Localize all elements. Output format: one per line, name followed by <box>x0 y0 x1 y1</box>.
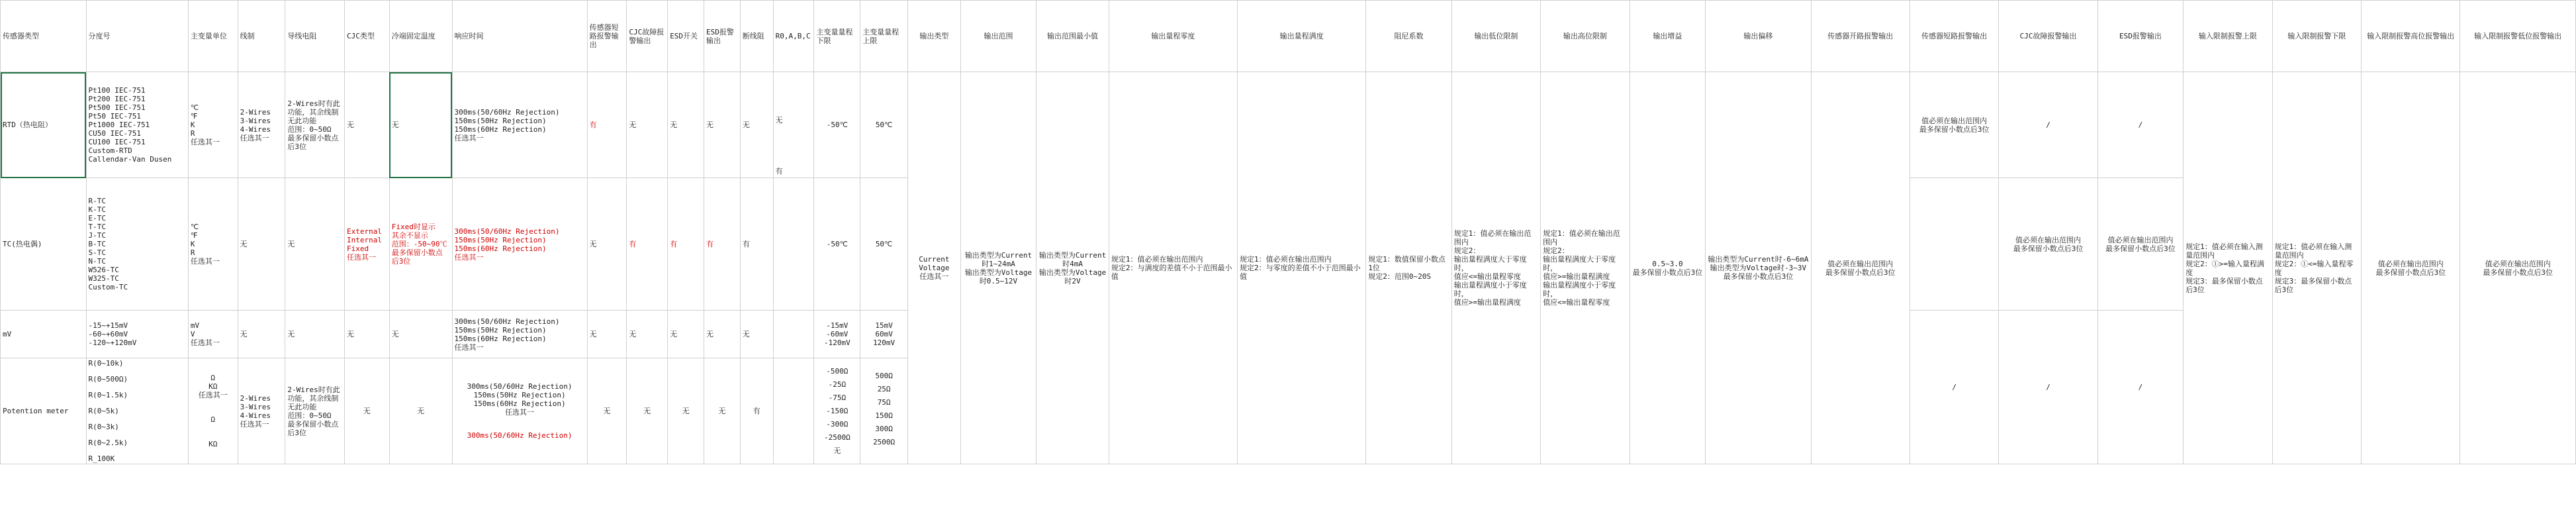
range-low: 无 <box>833 446 841 455</box>
header-cell[interactable]: CJC类型 <box>345 1 390 72</box>
pot-low-cell[interactable] <box>814 358 860 464</box>
mv-short-cell[interactable]: 无 <box>587 311 627 358</box>
out-full-cell[interactable]: 规定1：值必须在输出范围内 规定2：与零度的差值不小于范围最小值 <box>1238 72 1366 464</box>
sensor-item: R(0~10k) <box>88 359 124 368</box>
tc-break-cell[interactable]: 有 <box>740 178 773 311</box>
sensor-item: R_100K <box>88 454 115 463</box>
range-low: -75Ω <box>828 393 847 402</box>
header-cell[interactable]: 输入限制报警下限 <box>2272 1 2361 72</box>
pot-r0-cell[interactable] <box>773 358 814 464</box>
pot-esdalarm-cell[interactable]: 无 <box>704 358 741 464</box>
mv-sensor-list[interactable] <box>86 311 188 358</box>
mv-wire-cell[interactable]: 无 <box>238 311 285 358</box>
pot-cjcfault-cell[interactable]: 无 <box>627 358 668 464</box>
header-cell[interactable]: 输入限制报警高位报警输出 <box>2362 1 2460 72</box>
cjc-alarm-cell[interactable]: 值必须在输出范围内 最多保留小数点后3位 <box>1999 178 2097 311</box>
sensor-item: CU50 IEC-751 <box>88 129 141 138</box>
rtd-cjcfault-cell[interactable]: 无 <box>627 72 668 178</box>
limit-up-cell[interactable]: 规定1：值必须在输入测量范围内 规定2：①>=输入量程满度 规定3：最多保留小数点后3位 <box>2184 72 2272 464</box>
header-cell[interactable]: ESD报警输出 <box>704 1 741 72</box>
mv-response-cell[interactable]: 300ms(50/60Hz Rejection) 150ms(50Hz Rejection) 150ms(60Hz Rejection) 任选其一 <box>452 311 587 358</box>
rtd-r0-cell[interactable] <box>773 72 814 178</box>
sensor-item: Pt50 IEC-751 <box>88 112 141 121</box>
header-cell[interactable]: CJC故障报警输出 <box>1999 1 2097 72</box>
header-cell[interactable]: 分度号 <box>86 1 188 72</box>
tc-sensor-list[interactable] <box>86 178 188 311</box>
header-cell[interactable]: 阻尼系数 <box>1366 1 1452 72</box>
cjc-alarm-cell[interactable]: / <box>1999 311 2097 464</box>
range-high: 2500Ω <box>873 437 896 446</box>
tc-high-cell[interactable]: 50℃ <box>860 178 908 311</box>
header-cell[interactable]: 主变量量程上限 <box>860 1 908 72</box>
rtd-unit-cell[interactable]: ℃ ℉ K R 任选其一 <box>188 72 238 178</box>
range-low: -120mV <box>823 338 851 347</box>
offset-cell[interactable]: 输出类型为Current时-6~6mA 输出类型为Voltage时-3~3V 最多保留小数点后3位 <box>1706 72 1811 464</box>
tc-wire-cell[interactable]: 无 <box>238 178 285 311</box>
header-cell[interactable]: 导线电阻 <box>285 1 345 72</box>
range-low: -150Ω <box>826 407 849 415</box>
sensor-item: CU100 IEC-751 <box>88 138 146 146</box>
pot-response-cell[interactable] <box>452 358 587 464</box>
sensor-item: R(0~1.5k) <box>88 391 128 399</box>
out-type-cell[interactable]: Current Voltage 任选其一 <box>908 72 961 464</box>
sensor-item: W325-TC <box>88 274 119 283</box>
sensor-item: R(0~2.5k) <box>88 438 128 447</box>
rtd-response-cell[interactable]: 300ms(50/60Hz Rejection) 150ms(50Hz Rejection) 150ms(60Hz Rejection) 任选其一 <box>452 72 587 178</box>
header-cell[interactable]: 输入限制报警低位报警输出 <box>2460 1 2576 72</box>
tc-unit-cell[interactable]: ℃ ℉ K R 任选其一 <box>188 178 238 311</box>
mv-type-cell[interactable]: mV <box>1 311 87 358</box>
rtd-wire-cell[interactable]: 2-Wires 3-Wires 4-Wires 任选其一 <box>238 72 285 178</box>
header-cell[interactable]: 冷端固定温度 <box>389 1 452 72</box>
mv-esdalarm-cell[interactable]: 无 <box>704 311 741 358</box>
sensor-item: Pt200 IEC-751 <box>88 95 146 103</box>
sensor-item: Callendar-Van Dusen <box>88 155 172 164</box>
rtd-low-cell[interactable]: -50℃ <box>814 72 860 178</box>
range-high: 25Ω <box>877 384 891 393</box>
range-low: -2500Ω <box>823 433 851 442</box>
rtd-row <box>1 72 2576 178</box>
range-low: -300Ω <box>826 420 849 429</box>
header-cell[interactable]: 输出偏移 <box>1706 1 1811 72</box>
pot-short-cell[interactable]: 无 <box>587 358 627 464</box>
mv-esd-cell[interactable]: 无 <box>668 311 704 358</box>
sensor-item: K-TC <box>88 205 107 214</box>
header-cell[interactable]: 传感器类型 <box>1 1 87 72</box>
pot-cold-cell[interactable]: 无 <box>389 358 452 464</box>
mv-low-cell[interactable] <box>814 311 860 358</box>
range-low: -15mV <box>826 321 849 330</box>
range-high: 150Ω <box>875 411 893 420</box>
header-cell[interactable]: 输入限制报警上限 <box>2184 1 2272 72</box>
tc-type-cell[interactable]: TC(热电偶) <box>1 178 87 311</box>
sensor-item: J-TC <box>88 231 107 240</box>
range-high: 300Ω <box>875 424 893 433</box>
header-cell[interactable]: 输出量程满度 <box>1238 1 1366 72</box>
header-cell[interactable]: 输出增益 <box>1630 1 1706 72</box>
header-cell[interactable]: 主变量量程下限 <box>814 1 860 72</box>
tc-short-cell[interactable]: 无 <box>587 178 627 311</box>
tc-cjc-cell[interactable]: External Internal Fixed 任选其一 <box>345 178 390 311</box>
header-cell[interactable]: 传感器开路报警输出 <box>1811 1 1909 72</box>
pot-break-cell[interactable]: 有 <box>740 358 773 464</box>
tc-resistance-cell[interactable]: 无 <box>285 178 345 311</box>
pot-cjc-cell[interactable]: 无 <box>345 358 390 464</box>
short-alarm-cell[interactable] <box>1909 178 1998 311</box>
unit-value: KΩ <box>208 440 218 448</box>
header-cell[interactable]: 响应时间 <box>452 1 587 72</box>
cjc-alarm-cell[interactable]: / <box>1999 72 2097 178</box>
response-value: 300ms(50/60Hz Rejection) 150ms(50Hz Rejection) 150ms(60Hz Rejection) 任选其一 <box>467 382 573 417</box>
r0-value: 有 <box>775 167 783 176</box>
sensor-item: -120~+120mV <box>88 338 137 347</box>
tc-cjcfault-cell[interactable]: 有 <box>627 178 668 311</box>
header-cell[interactable]: R0,A,B,C <box>773 1 814 72</box>
out-range-cell[interactable]: 输出类型为Current时1~24mA 输出类型为Voltage时0.5~12V <box>960 72 1036 464</box>
header-cell[interactable]: CJC故障报警输出 <box>627 1 668 72</box>
pot-sensor-list[interactable] <box>86 358 188 464</box>
sensor-item: Pt100 IEC-751 <box>88 86 146 95</box>
tc-esdalarm-cell[interactable]: 有 <box>704 178 741 311</box>
sensor-item: W526-TC <box>88 266 119 274</box>
sensor-item: -60~+60mV <box>88 330 128 338</box>
short-alarm-cell[interactable]: / <box>1909 311 1998 464</box>
tc-response-cell[interactable]: 300ms(50/60Hz Rejection) 150ms(50Hz Rejection) 150ms(60Hz Rejection) 任选其一 <box>452 178 587 311</box>
damping-cell[interactable]: 规定1：数值保留小数点1位 规定2：范围0~20S <box>1366 72 1452 464</box>
header-cell[interactable]: 断线阻 <box>740 1 773 72</box>
rtd-sensor-list[interactable] <box>86 72 188 178</box>
pot-wire-cell[interactable]: 2-Wires 3-Wires 4-Wires 任选其一 <box>238 358 285 464</box>
header-row <box>1 1 2576 72</box>
sensor-item: Pt1000 IEC-751 <box>88 121 150 129</box>
out-min-cell[interactable]: 输出类型为Current时4mA 输出类型为Voltage时2V <box>1036 72 1109 464</box>
esd-alarm-cell[interactable]: / <box>2097 72 2183 178</box>
rtd-resistance-cell[interactable]: 2-Wires时有此功能，其余线制无此功能 范围：0~50Ω 最多保留小数点后3位 <box>285 72 345 178</box>
rtd-short-cell[interactable]: 有 <box>587 72 627 178</box>
out-zero-cell[interactable]: 规定1：值必须在输出范围内 规定2：与满度的差值不小于范围最小值 <box>1109 72 1237 464</box>
header-cell[interactable]: 输出范围 <box>960 1 1036 72</box>
range-low: -60mV <box>826 330 849 338</box>
range-high: 15mV <box>875 321 893 330</box>
limit-down-cell[interactable]: 规定1：值必须在输入测量范围内 规定2：①<=输入量程零度 规定3：最多保留小数点后3位 <box>2272 72 2361 464</box>
sensor-item: T-TC <box>88 223 107 231</box>
mv-break-cell[interactable]: 无 <box>740 311 773 358</box>
esd-alarm-cell[interactable]: / <box>2097 311 2183 464</box>
limit-highout-cell[interactable]: 值必须在输出范围内 最多保留小数点后3位 <box>2362 72 2460 464</box>
rtd-high-cell[interactable]: 50℃ <box>860 72 908 178</box>
range-high: 120mV <box>873 338 896 347</box>
sensor-item: N-TC <box>88 257 107 266</box>
sensor-item: -15~+15mV <box>88 321 128 330</box>
pot-unit-cell[interactable] <box>188 358 238 464</box>
range-low: -25Ω <box>828 380 847 389</box>
header-cell[interactable]: ESD开关 <box>668 1 704 72</box>
header-cell[interactable]: 输出量程零度 <box>1109 1 1237 72</box>
header-cell[interactable]: 传感器短路报警输出 <box>1909 1 1998 72</box>
mv-unit-cell[interactable]: mV V 任选其一 <box>188 311 238 358</box>
header-cell[interactable]: 输出类型 <box>908 1 961 72</box>
sensor-item: R(0~500Ω) <box>88 375 128 384</box>
range-low: -500Ω <box>826 367 849 376</box>
rtd-esd-cell[interactable]: 无 <box>668 72 704 178</box>
pot-resistance-cell[interactable]: 2-Wires时有此功能，其余线制无此功能 范围：0~50Ω 最多保留小数点后3位 <box>285 358 345 464</box>
tc-cold-cell[interactable]: Fixed时显示 其余不显示 范围：-50~90℃ 最多保留小数点后3位 <box>389 178 452 311</box>
mv-high-cell[interactable] <box>860 311 908 358</box>
high-limit-cell[interactable]: 规定1：值必须在输出范围内 规定2： 输出量程满度大于零度时， 值应>=输出量程满度 输出量程满度小于零度时， 值应<=输出量程零度 <box>1541 72 1630 464</box>
pot-type-cell[interactable]: Potention meter <box>1 358 87 464</box>
sensor-item: Pt500 IEC-751 <box>88 103 146 112</box>
rtd-type-cell[interactable]: RTD（热电阻） <box>1 72 87 178</box>
pot-esd-cell[interactable]: 无 <box>668 358 704 464</box>
sensor-item: Custom-RTD <box>88 146 132 155</box>
header-cell[interactable]: 输出范围最小值 <box>1036 1 1109 72</box>
short-alarm-cell[interactable]: 值必须在输出范围内 最多保留小数点后3位 <box>1909 72 1998 178</box>
sensor-item: B-TC <box>88 240 107 248</box>
rtd-break-cell[interactable]: 无 <box>740 72 773 178</box>
rtd-cold-cell[interactable]: 无 <box>389 72 452 178</box>
pot-high-cell[interactable] <box>860 358 908 464</box>
sensor-item: R(0~3k) <box>88 423 119 431</box>
tc-low-cell[interactable]: -50℃ <box>814 178 860 311</box>
unit-value: Ω KΩ 任选其一 <box>198 374 228 399</box>
range-high: 75Ω <box>877 397 891 407</box>
header-cell[interactable]: ESD报警输出 <box>2097 1 2183 72</box>
range-high: 60mV <box>875 330 893 338</box>
open-alarm-cell[interactable]: 值必须在输出范围内 最多保留小数点后3位 <box>1811 72 1909 464</box>
limit-lowout-cell[interactable]: 值必须在输出范围内 最多保留小数点后3位 <box>2460 72 2576 464</box>
sensor-item: S-TC <box>88 248 107 257</box>
header-cell[interactable]: 传感器短路报警输出 <box>587 1 627 72</box>
mv-r0-cell[interactable] <box>773 311 814 358</box>
tc-r0-cell[interactable] <box>773 178 814 311</box>
mv-cjcfault-cell[interactable]: 无 <box>627 311 668 358</box>
sensor-item: Custom-TC <box>88 283 128 291</box>
rtd-cjc-cell[interactable]: 无 <box>345 72 390 178</box>
header-cell[interactable]: 主变量单位 <box>188 1 238 72</box>
response-value: 300ms(50/60Hz Rejection) <box>467 431 573 440</box>
range-high: 500Ω <box>875 371 893 380</box>
mv-resistance-cell[interactable]: 无 <box>285 311 345 358</box>
rtd-esdalarm-cell[interactable]: 无 <box>704 72 741 178</box>
unit-value: Ω <box>210 415 216 424</box>
header-cell[interactable]: 输出低位限制 <box>1451 1 1540 72</box>
mv-cjc-cell[interactable]: 无 <box>345 311 390 358</box>
header-cell[interactable]: 线制 <box>238 1 285 72</box>
sensor-item: R(0~5k) <box>88 407 119 415</box>
sensor-item: E-TC <box>88 214 107 223</box>
mv-cold-cell[interactable]: 无 <box>389 311 452 358</box>
sensor-item: R-TC <box>88 197 107 205</box>
low-limit-cell[interactable]: 规定1：值必须在输出范围内 规定2： 输出量程满度大于零度时， 值应<=输出量程零度 输出量程满度小于零度时， 值应>=输出量程满度 <box>1451 72 1540 464</box>
esd-alarm-cell[interactable]: 值必须在输出范围内 最多保留小数点后3位 <box>2097 178 2183 311</box>
gain-cell[interactable]: 0.5~3.0 最多保留小数点后3位 <box>1630 72 1706 464</box>
header-cell[interactable]: 输出高位限制 <box>1541 1 1630 72</box>
tc-esd-cell[interactable]: 有 <box>668 178 704 311</box>
r0-value: 无 <box>775 116 783 125</box>
